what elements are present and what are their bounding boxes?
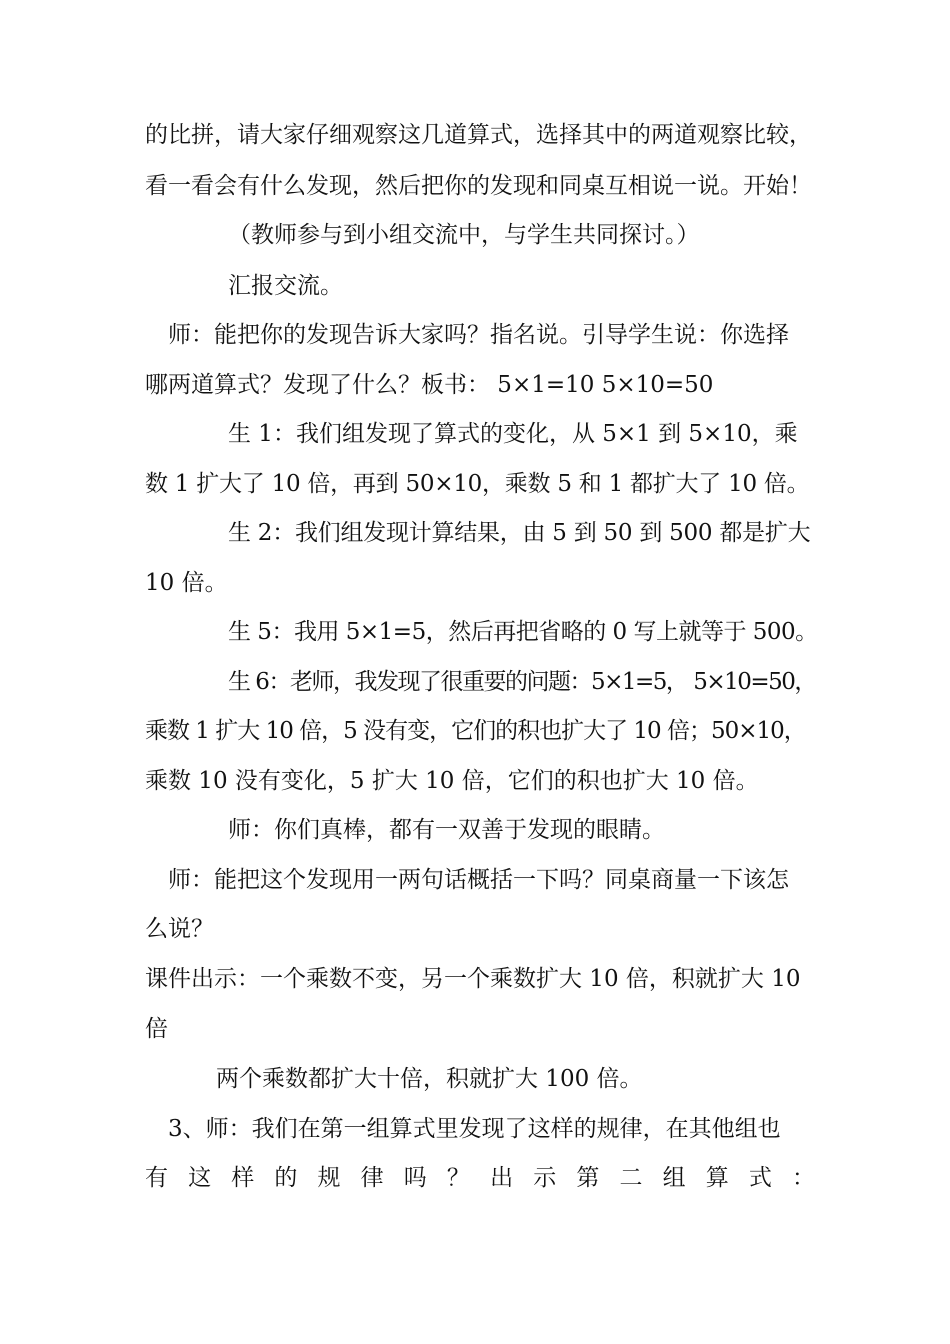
text-line: 生 1：我们组发现了算式的变化，从 5×1 到 5×10，乘 xyxy=(228,421,798,447)
text-line: 师：能把你的发现告诉大家吗？指名说。引导学生说：你选择 xyxy=(168,322,789,348)
text-line: 生 2：我们组发现计算结果，由 5 到 50 到 500 都是扩大 xyxy=(228,520,811,546)
text-line: 乘数 1 扩大 10 倍，5 没有变，它们的积也扩大了 10 倍；50×10， xyxy=(145,718,806,744)
text-line: 师：你们真棒，都有一双善于发现的眼睛。 xyxy=(228,817,665,843)
text-line: 有 这 样 的 规 律 吗 ？ 出 示 第 二 组 算 式 ： xyxy=(145,1165,815,1191)
text-line: 乘数 10 没有变化，5 扩大 10 倍，它们的积也扩大 10 倍。 xyxy=(145,768,759,794)
text-line: 两个乘数都扩大十倍，积就扩大 100 倍。 xyxy=(216,1066,643,1092)
text-line: 生 5：我用 5×1=5，然后再把省略的 0 写上就等于 500。 xyxy=(228,619,818,645)
text-line: 哪两道算式？发现了什么？板书： 5×1=10 5×10=50 xyxy=(145,372,714,398)
text-line: 看一看会有什么发现，然后把你的发现和同桌互相说一说。开始！ xyxy=(145,173,812,199)
text-line: 3、师：我们在第一组算式里发现了这样的规律，在其他组也 xyxy=(168,1116,781,1142)
text-line: 师：能把这个发现用一两句话概括一下吗？同桌商量一下该怎 xyxy=(168,867,789,893)
text-line: 汇报交流。 xyxy=(228,273,343,299)
text-line: 么说？ xyxy=(145,916,214,942)
text-line: 倍 xyxy=(145,1016,168,1042)
text-line: 10 倍。 xyxy=(145,570,228,596)
text-line: 生 6：老师，我发现了很重要的问题：5×1=5， 5×10=50， xyxy=(228,669,816,695)
text-line: 数 1 扩大了 10 倍，再到 50×10，乘数 5 和 1 都扩大了 10 倍。 xyxy=(145,471,810,497)
text-line: 的比拼，请大家仔细观察这几道算式，选择其中的两道观察比较， xyxy=(145,122,812,148)
text-line: 课件出示：一个乘数不变，另一个乘数扩大 10 倍，积就扩大 10 xyxy=(145,966,801,992)
text-line: （教师参与到小组交流中，与学生共同探讨。） xyxy=(228,222,700,248)
